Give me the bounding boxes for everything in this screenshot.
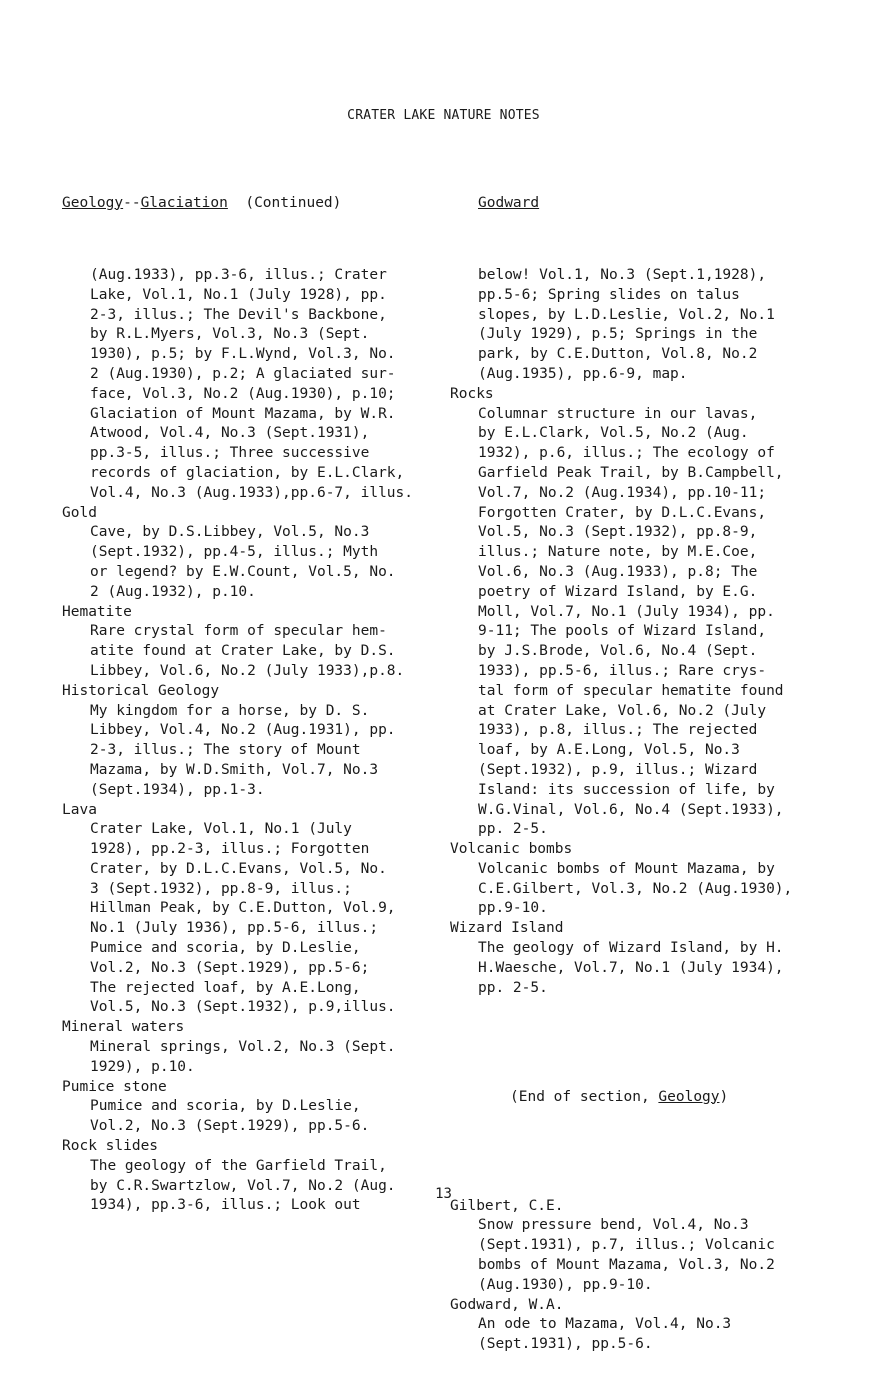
heading-separator: -- [123, 194, 141, 211]
topic-heading: Gilbert, C.E. [450, 1197, 564, 1214]
entry-line: Vol.2, No.3 (Sept.1929), pp.5-6; [90, 959, 370, 976]
end-note-suffix: ) [719, 1088, 729, 1105]
right-entries [450, 266, 845, 998]
heading-geology: Geology [62, 194, 124, 211]
entry-line: (Aug.1933), pp.3-6, illus.; Crater [90, 266, 387, 283]
author-entries [450, 1197, 845, 1355]
entry-line: Moll, Vol.7, No.1 (July 1934), pp. [478, 603, 775, 620]
entry-line: Columnar structure in our lavas, [478, 405, 758, 422]
entry-line: pp. 2-5. [478, 821, 548, 838]
entry-line: W.G.Vinal, Vol.6, No.4 (Sept.1933), [478, 801, 784, 818]
entry-line: by C.R.Swartzlow, Vol.7, No.2 (Aug. [90, 1177, 396, 1194]
entry-line: pp.5-6; Spring slides on talus [478, 286, 740, 303]
entry-line: Crater Lake, Vol.1, No.1 (July [90, 821, 352, 838]
entry-line: by E.L.Clark, Vol.5, No.2 (Aug. [478, 425, 749, 442]
entry-line: pp.9-10. [478, 900, 548, 917]
right-column-heading [450, 194, 845, 214]
entry-line: 1929), p.10. [90, 1058, 195, 1075]
entry-line: records of glaciation, by E.L.Clark, [90, 464, 405, 481]
entry-line: (Aug.1935), pp.6-9, map. [478, 365, 688, 382]
entry-line: park, by C.E.Dutton, Vol.8, No.2 [478, 346, 758, 363]
entry-line: 3 (Sept.1932), pp.8-9, illus.; [90, 880, 352, 897]
entry-line: illus.; Nature note, by M.E.Coe, [478, 544, 758, 561]
entry-line: Mineral springs, Vol.2, No.3 (Sept. [90, 1039, 396, 1056]
entry-line: face, Vol.3, No.2 (Aug.1930), p.10; [90, 385, 396, 402]
entry-line: Vol.6, No.3 (Aug.1933), p.8; The [478, 563, 758, 580]
entry-line: 1928), pp.2-3, illus.; Forgotten [90, 841, 370, 858]
entry-line: 9-11; The pools of Wizard Island, [478, 623, 767, 640]
end-note-geology: Geology [658, 1088, 720, 1105]
entry-line: Vol.2, No.3 (Sept.1929), pp.5-6. [90, 1118, 370, 1135]
entry-line: Rare crystal form of specular hem- [90, 623, 387, 640]
entry-line: tal form of specular hematite found [478, 682, 784, 699]
entry-line: 2-3, illus.; The Devil's Backbone, [90, 306, 387, 323]
topic-heading: Volcanic bombs [450, 841, 573, 858]
entry-line: 2-3, illus.; The story of Mount [90, 742, 361, 759]
entry-line: by R.L.Myers, Vol.3, No.3 (Sept. [90, 326, 370, 343]
entry-line: 1933), pp.5-6, illus.; Rare crys- [478, 662, 767, 679]
entry-line: atite found at Crater Lake, by D.S. [90, 643, 396, 660]
entry-line: Pumice and scoria, by D.Leslie, [90, 1098, 361, 1115]
end-of-section-note [450, 1088, 845, 1108]
topic-heading: Godward, W.A. [450, 1296, 564, 1313]
left-column-heading [62, 194, 447, 214]
topic-heading: Historical Geology [62, 682, 220, 699]
topic-heading: Gold [62, 504, 97, 521]
entry-line: (Sept.1932), pp.4-5, illus.; Myth [90, 544, 379, 561]
entry-line: Volcanic bombs of Mount Mazama, by [478, 860, 775, 877]
left-entries [62, 266, 447, 1216]
entry-line: Pumice and scoria, by D.Leslie, [90, 940, 361, 957]
entry-line: Glaciation of Mount Mazama, by W.R. [90, 405, 396, 422]
entry-line: Vol.5, No.3 (Sept.1932), p.9,illus. [90, 999, 396, 1016]
entry-line: No.1 (July 1936), pp.5-6, illus.; [90, 920, 379, 937]
entry-line: Forgotten Crater, by D.L.C.Evans, [478, 504, 767, 521]
entry-line: poetry of Wizard Island, by E.G. [478, 583, 758, 600]
entry-line: pp.3-5, illus.; Three successive [90, 445, 370, 462]
entry-line: 1932), p.6, illus.; The ecology of [478, 445, 775, 462]
entry-line: C.E.Gilbert, Vol.3, No.2 (Aug.1930), [478, 880, 793, 897]
entry-line: Libbey, Vol.6, No.2 (July 1933),p.8. [90, 662, 405, 679]
entry-line: 2 (Aug.1930), p.2; A glaciated sur- [90, 365, 396, 382]
entry-line: Vol.5, No.3 (Sept.1932), pp.8-9, [478, 524, 758, 541]
topic-heading: Lava [62, 801, 97, 818]
topic-heading: Mineral waters [62, 1019, 185, 1036]
entry-line: (Sept.1931), p.7, illus.; Volcanic [478, 1237, 775, 1254]
entry-line: H.Waesche, Vol.7, No.1 (July 1934), [478, 959, 784, 976]
entry-line: Crater, by D.L.C.Evans, Vol.5, No. [90, 860, 387, 877]
heading-godward: Godward [478, 194, 540, 211]
end-note-prefix: (End of section, [510, 1088, 659, 1105]
heading-continued: (Continued) [227, 194, 342, 211]
entry-line: 1934), pp.3-6, illus.; Look out [90, 1197, 361, 1214]
topic-heading: Rocks [450, 385, 494, 402]
entry-line: (July 1929), p.5; Springs in the [478, 326, 758, 343]
entry-line: or legend? by E.W.Count, Vol.5, No. [90, 563, 396, 580]
entry-line: (Sept.1932), p.9, illus.; Wizard [478, 761, 758, 778]
entry-line: slopes, by L.D.Leslie, Vol.2, No.1 [478, 306, 775, 323]
entry-line: Atwood, Vol.4, No.3 (Sept.1931), [90, 425, 370, 442]
entry-line: 1930), p.5; by F.L.Wynd, Vol.3, No. [90, 346, 396, 363]
entry-line: loaf, by A.E.Long, Vol.5, No.3 [478, 742, 740, 759]
entry-line: 2 (Aug.1932), p.10. [90, 583, 256, 600]
entry-line: Mazama, by W.D.Smith, Vol.7, No.3 [90, 761, 379, 778]
entry-line: The geology of the Garfield Trail, [90, 1157, 387, 1174]
entry-line: (Sept.1931), pp.5-6. [478, 1336, 653, 1353]
entry-line: Hillman Peak, by C.E.Dutton, Vol.9, [90, 900, 396, 917]
entry-line: The geology of Wizard Island, by H. [478, 940, 784, 957]
entry-line: The rejected loaf, by A.E.Long, [90, 979, 361, 996]
topic-heading: Wizard Island [450, 920, 564, 937]
topic-heading: Rock slides [62, 1138, 159, 1155]
entry-line: An ode to Mazama, Vol.4, No.3 [478, 1316, 732, 1333]
page-number: 13 [435, 1186, 452, 1202]
entry-line: (Sept.1934), pp.1-3. [90, 781, 265, 798]
entry-line: by J.S.Brode, Vol.6, No.4 (Sept. [478, 643, 758, 660]
left-column [62, 154, 447, 1236]
entry-line: (Aug.1930), pp.9-10. [478, 1276, 653, 1293]
entry-line: My kingdom for a horse, by D. S. [90, 702, 370, 719]
entry-line: Island: its succession of life, by [478, 781, 775, 798]
entry-line: Libbey, Vol.4, No.2 (Aug.1931), pp. [90, 722, 396, 739]
page-title: CRATER LAKE NATURE NOTES [347, 108, 540, 123]
topic-heading: Pumice stone [62, 1078, 167, 1095]
entry-line: Snow pressure bend, Vol.4, No.3 [478, 1217, 749, 1234]
entry-line: Vol.4, No.3 (Aug.1933),pp.6-7, illus. [90, 484, 414, 501]
topic-heading: Hematite [62, 603, 132, 620]
entry-line: Garfield Peak Trail, by B.Campbell, [478, 464, 784, 481]
entry-line: bombs of Mount Mazama, Vol.3, No.2 [478, 1257, 775, 1274]
heading-glaciation: Glaciation [140, 194, 228, 211]
entry-line: Vol.7, No.2 (Aug.1934), pp.10-11; [478, 484, 767, 501]
entry-line: below! Vol.1, No.3 (Sept.1,1928), [478, 266, 767, 283]
entry-line: pp. 2-5. [478, 979, 548, 996]
entry-line: Lake, Vol.1, No.1 (July 1928), pp. [90, 286, 387, 303]
entry-line: at Crater Lake, Vol.6, No.2 (July [478, 702, 767, 719]
entry-line: 1933), p.8, illus.; The rejected [478, 722, 758, 739]
entry-line: Cave, by D.S.Libbey, Vol.5, No.3 [90, 524, 370, 541]
